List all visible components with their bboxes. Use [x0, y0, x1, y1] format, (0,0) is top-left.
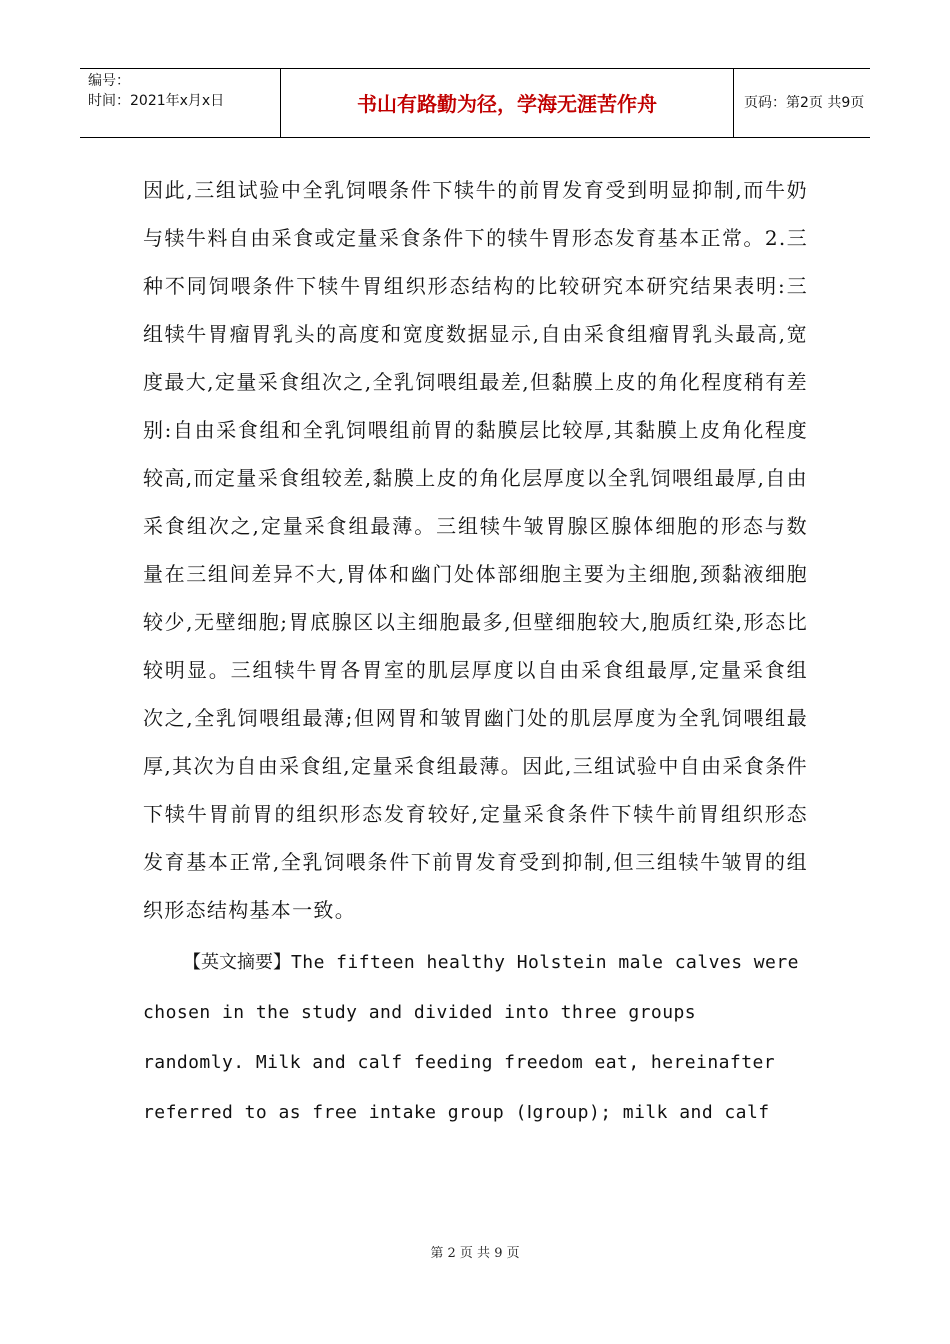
document-number-label: 编号： — [88, 73, 130, 89]
english-abstract-label: 【英文摘要】 — [183, 952, 291, 973]
header-motto: 书山有路勤为径，学海无涯苦作舟 — [357, 92, 657, 116]
header-motto-cell — [280, 69, 734, 137]
header-meta-cell — [80, 69, 280, 137]
body-paragraph: 因此,三组试验中全乳饲喂条件下犊牛的前胃发育受到明显抑制,而牛奶与犊牛料自由采食或定量采食条件下的犊牛胃形态发育基本正常。2.三种不同饲喂条件下犊牛胃组织形态结构的比较研究本研究结果表明:三组犊牛胃瘤胃乳头的高度和宽度数据显示,自由采食组瘤胃乳头最高,宽度最大,定量采食组次之,全乳饲喂组最差,但黏膜上皮的角化程度稍有差别:自由采食组和全乳饲喂组前胃的黏膜层比较厚,其黏膜上皮角化程度较高,而定量采食组较差,黏膜上皮的角化层厚度以全乳饲喂组最厚,自由采食组次之,定量采食组最薄。三组犊牛皱胃腺区腺体细胞的形态与数量在三组间差异不大,胃体和幽门处体部细胞主要为主细胞,颈黏液细胞较少,无壁细胞;胃底腺区以主细胞最多,但壁细胞较大,胞质红染,形态比较明显。三组犊牛胃各胃室的肌层厚度以自由采食组最厚,定量采食组次之,全乳饲喂组最薄;但网胃和皱胃幽门处的肌层厚度为全乳饲喂组最厚,其次为自由采食组,定量采食组最薄。因此,三组试验中自由采食条件下犊牛胃前胃的组织形态发育较好,定量采食条件下犊牛前胃组织形态发育基本正常,全乳饲喂条件下前胃发育受到抑制,但三组犊牛皱胃的组织形态结构基本一致。 — [143, 178, 808, 922]
page-footer: 第 2 页 共 9 页 — [430, 1246, 520, 1261]
document-body — [143, 166, 808, 1138]
header-page-info: 页码：第2页 共9页 — [744, 95, 865, 111]
english-abstract-text: The fifteen healthy Holstein male calves were chosen in the study and divided into three groups randomly. Milk and calf feeding freedom eat, hereinafter referred to as free intake group (Ⅰgroup); milk and calf — [143, 952, 799, 1123]
page-header — [80, 68, 870, 138]
header-page-cell — [734, 69, 870, 137]
english-abstract-paragraph — [143, 938, 808, 1138]
document-date-label: 时间：2021年x月x日 — [88, 93, 225, 109]
